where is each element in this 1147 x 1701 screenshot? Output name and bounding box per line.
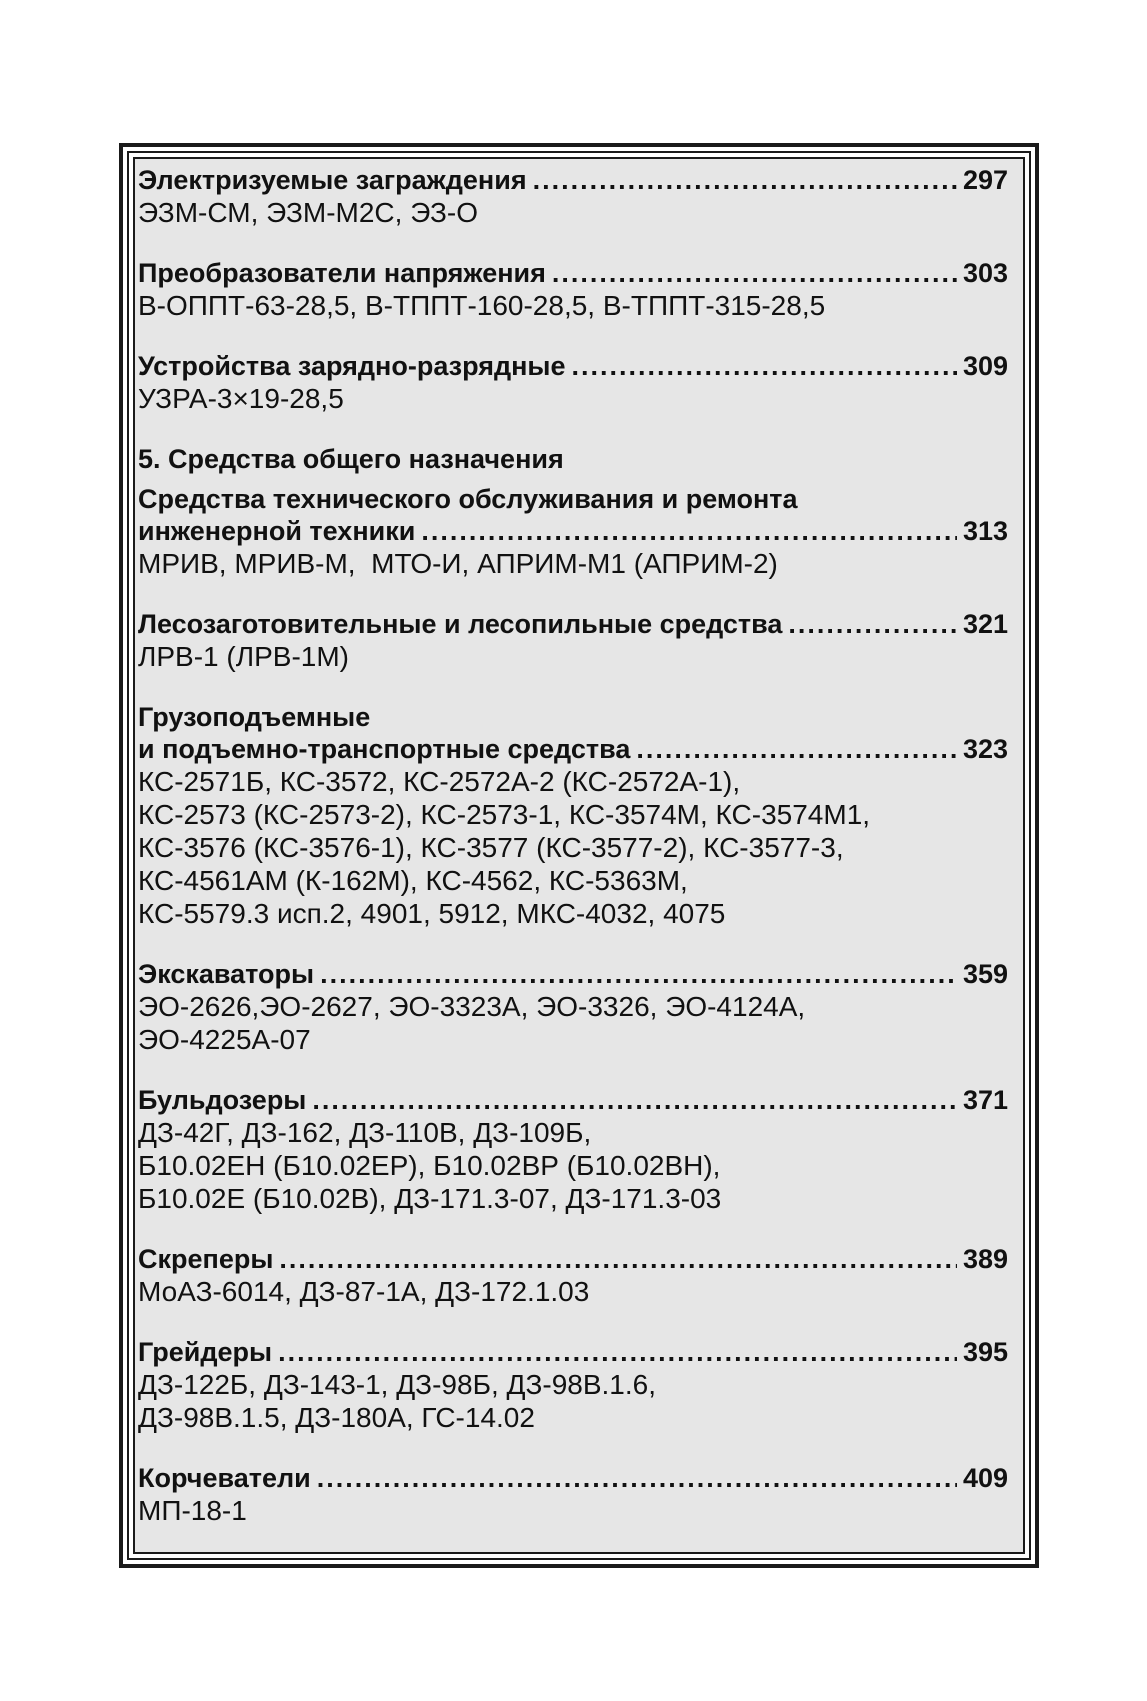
models-line: ДЗ-122Б, ДЗ-143-1, ДЗ-98Б, ДЗ-98В.1.6, — [138, 1369, 656, 1400]
toc-title-line[interactable] — [138, 350, 1008, 382]
toc-page-number: 321 — [962, 609, 1008, 639]
toc-models — [138, 196, 1008, 229]
toc-page-number: 303 — [962, 258, 1008, 288]
toc-page-number: 409 — [962, 1463, 1008, 1493]
dot-leader — [279, 1243, 957, 1275]
toc-models — [138, 640, 1008, 673]
models-line: ДЗ-98В.1.5, ДЗ-180А, ГС-14.02 — [138, 1402, 535, 1433]
toc-models — [138, 1116, 1008, 1215]
toc-entry-title: Преобразователи напряжения — [138, 258, 546, 288]
toc-entry-title: Лесозаготовительные и лесопильные средства — [138, 609, 783, 639]
models-line: МРИВ, МРИВ-М, МТО-И, АПРИМ-М1 (АПРИМ-2) — [138, 548, 778, 579]
dot-leader — [421, 515, 957, 547]
toc-models — [138, 289, 1008, 322]
toc-entry-title: Скреперы — [138, 1244, 274, 1274]
dot-leader — [572, 350, 957, 382]
toc-entry-title-first-line: Грузоподъемные — [138, 702, 371, 732]
toc-entry — [138, 483, 1008, 580]
toc-entry — [138, 958, 1008, 1056]
toc-content — [138, 164, 1008, 1555]
toc-entry-title: Устройства зарядно-разрядные — [138, 351, 566, 381]
toc-title-line[interactable] — [138, 164, 1008, 196]
dot-leader — [788, 608, 957, 640]
models-line: ЭЗМ-СМ, ЭЗМ-М2С, ЭЗ-О — [138, 197, 479, 228]
toc-entry-title-first-line: Средства технического обслуживания и ремонта — [138, 484, 798, 514]
toc-entry — [138, 1336, 1008, 1434]
dot-leader — [552, 257, 957, 289]
toc-models — [138, 547, 1008, 580]
toc-page-number: 309 — [962, 351, 1008, 381]
toc-title-line[interactable] — [138, 515, 1008, 547]
models-line: Б10.02Е (Б10.02В), ДЗ-171.3-07, ДЗ-171.3-03 — [138, 1183, 722, 1214]
toc-entry — [138, 164, 1008, 229]
toc-title-line[interactable] — [138, 1243, 1008, 1275]
toc-page-number: 371 — [962, 1085, 1008, 1115]
toc-page-number: 395 — [962, 1337, 1008, 1367]
toc-models — [138, 1275, 1008, 1308]
toc-models — [138, 1368, 1008, 1434]
models-line: УЗРА-3×19-28,5 — [138, 383, 344, 414]
toc-entry-title: инженерной техники — [138, 516, 416, 546]
toc-page-number: 323 — [962, 734, 1008, 764]
toc-entry — [138, 1462, 1008, 1527]
toc-entry-title: и подъемно-транспортные средства — [138, 734, 631, 764]
models-line: КС-4561АМ (К-162М), КС-4562, КС-5363М, — [138, 865, 688, 896]
models-line: ЭО-4225А-07 — [138, 1024, 311, 1055]
toc-entry — [138, 701, 1008, 930]
models-line: КС-2571Б, КС-3572, КС-2572А-2 (КС-2572А-1), — [138, 766, 741, 797]
toc-title-line[interactable] — [138, 958, 1008, 990]
section-heading: 5. Средства общего назначения — [138, 444, 564, 474]
models-line: КС-5579.3 исп.2, 4901, 5912, МКС-4032, 4075 — [138, 898, 726, 929]
toc-title-line[interactable] — [138, 1084, 1008, 1116]
toc-entry-title: Электризуемые заграждения — [138, 165, 527, 195]
dot-leader — [312, 1084, 957, 1116]
toc-entry-title: Грейдеры — [138, 1337, 273, 1367]
models-line: КС-2573 (КС-2573-2), КС-2573-1, КС-3574М, КС-3574М1, — [138, 799, 871, 830]
toc-entry — [138, 257, 1008, 322]
dot-leader — [317, 1462, 957, 1494]
toc-models — [138, 990, 1008, 1056]
dot-leader — [533, 164, 957, 196]
toc-title-line[interactable] — [138, 733, 1008, 765]
toc-entry — [138, 350, 1008, 415]
toc-title-line[interactable] — [138, 257, 1008, 289]
toc-entry — [138, 608, 1008, 673]
toc-entry-title: Экскаваторы — [138, 959, 315, 989]
toc-title-line[interactable] — [138, 1462, 1008, 1494]
dot-leader — [278, 1336, 957, 1368]
dot-leader — [320, 958, 957, 990]
models-line: ЭО-2626,ЭО-2627, ЭО-3323А, ЭО-3326, ЭО-4124А, — [138, 991, 806, 1022]
toc-title-line[interactable] — [138, 608, 1008, 640]
toc-models — [138, 765, 1008, 930]
toc-entry-title: Корчеватели — [138, 1463, 311, 1493]
toc-models — [138, 1494, 1008, 1527]
models-line: КС-3576 (КС-3576-1), КС-3577 (КС-3577-2), КС-3577-3, — [138, 832, 844, 863]
toc-entry-title: Бульдозеры — [138, 1085, 307, 1115]
toc-entry — [138, 1084, 1008, 1215]
toc-page-number: 297 — [962, 165, 1008, 195]
models-line: В-ОППТ-63-28,5, В-ТППТ-160-28,5, В-ТППТ-315-28,5 — [138, 290, 826, 321]
toc-entry — [138, 1243, 1008, 1308]
models-line: МоАЗ-6014, ДЗ-87-1А, ДЗ-172.1.03 — [138, 1276, 590, 1307]
toc-title-line[interactable] — [138, 1336, 1008, 1368]
dot-leader — [636, 733, 957, 765]
toc-models — [138, 382, 1008, 415]
toc-page-number: 359 — [962, 959, 1008, 989]
models-line: ДЗ-42Г, ДЗ-162, ДЗ-110В, ДЗ-109Б, — [138, 1117, 592, 1148]
toc-page-number: 313 — [962, 516, 1008, 546]
models-line: Б10.02ЕН (Б10.02ЕР), Б10.02ВР (Б10.02ВН), — [138, 1150, 721, 1181]
models-line: МП-18-1 — [138, 1495, 247, 1526]
models-line: ЛРВ-1 (ЛРВ-1М) — [138, 641, 349, 672]
toc-page-number: 389 — [962, 1244, 1008, 1274]
